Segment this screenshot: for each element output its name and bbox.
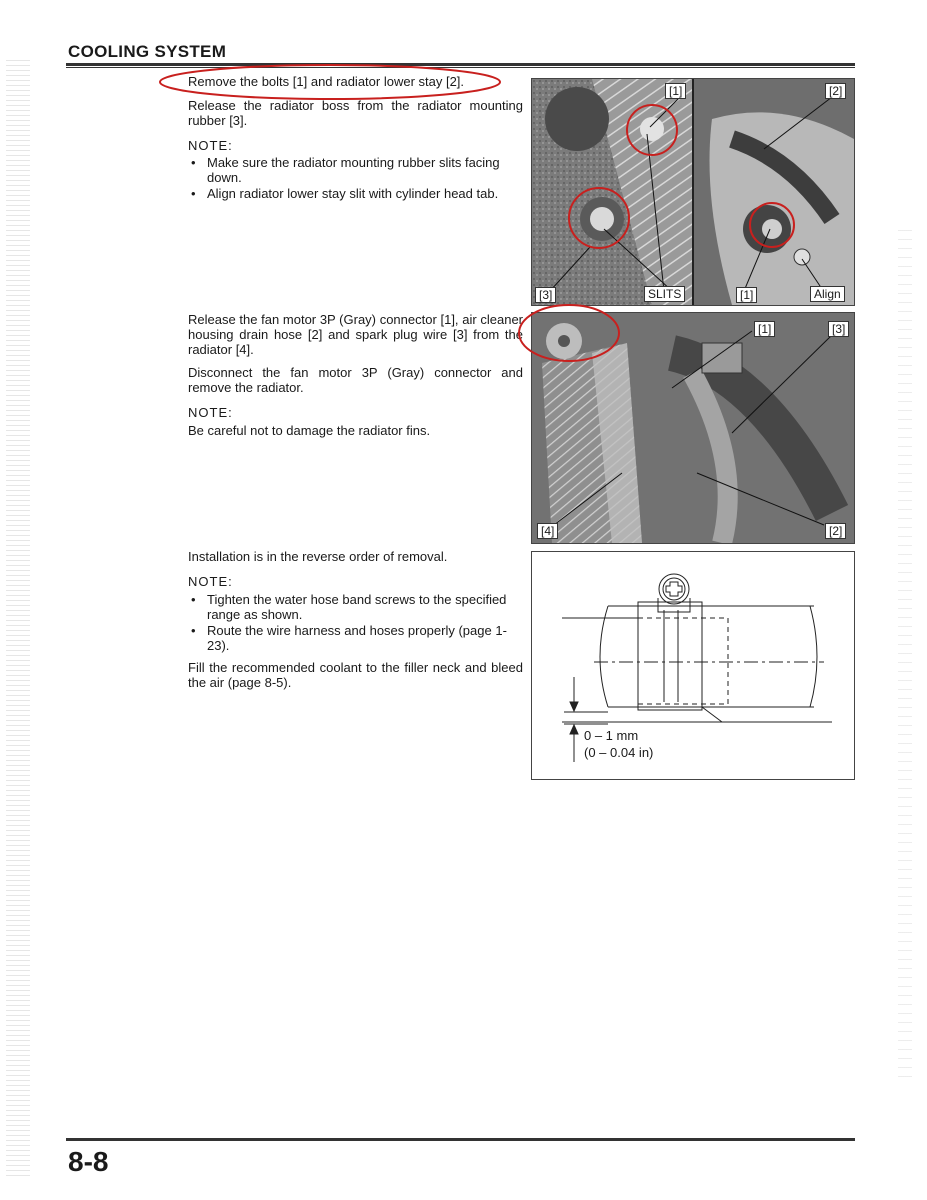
step1-callout-3: [3] — [535, 287, 556, 303]
step1-note-label: NOTE: — [188, 138, 233, 153]
scan-edge-left — [6, 60, 30, 1180]
step1-instruction-1: Remove the bolts [1] and radiator lower stay [2]. — [188, 74, 465, 89]
step1-instruction-2: Release the radiator boss from the radiator mounting rubber [3]. — [188, 98, 523, 128]
step3-note-list — [188, 592, 523, 654]
step2-callout-3: [3] — [828, 321, 849, 337]
step2-callout-1: [1] — [754, 321, 775, 337]
step1-callout-2: [2] — [825, 83, 846, 99]
step3-note-item: • Tighten the water hose band screws to the specified range as shown. — [188, 592, 523, 622]
dimension-mm: 0 – 1 mm — [584, 728, 639, 743]
step2-instruction-2: Disconnect the fan motor 3P (Gray) connector and remove the radiator. — [188, 365, 523, 395]
scan-edge-right — [898, 230, 912, 1080]
step2-callout-2: [2] — [825, 523, 846, 539]
red-annotation-circle-2 — [515, 298, 625, 368]
step2-callout-4: [4] — [537, 523, 558, 539]
step1-note-item: • Align radiator lower stay slit with cylinder head tab. — [188, 186, 523, 201]
dimension-in: (0 – 0.04 in) — [584, 745, 654, 760]
page-number: 8-8 — [68, 1146, 109, 1177]
footer-rule — [66, 1138, 855, 1141]
step3-instruction-2: Fill the recommended coolant to the filler neck and bleed the air (page 8-5). — [188, 660, 523, 690]
step1-note-list — [188, 155, 523, 202]
step1-callout-4: [1] — [736, 287, 757, 303]
step2-note-label: NOTE: — [188, 405, 233, 420]
hose-band-diagram — [531, 551, 855, 780]
section-title: COOLING SYSTEM — [68, 42, 227, 61]
step1-callout-align: Align — [810, 286, 845, 302]
red-annotation-circles-1 — [531, 78, 853, 304]
step2-note: Be careful not to damage the radiator fins. — [188, 423, 431, 438]
step1-callout-slits: SLITS — [644, 286, 685, 302]
step3-note-label: NOTE: — [188, 574, 233, 589]
step2-instruction-1: Release the fan motor 3P (Gray) connector [1], air cleaner housing drain hose [2] and spark plug wire [3] from the radiator [4]. — [188, 312, 523, 357]
red-annotation-ellipse-1 — [155, 60, 507, 106]
step1-callout-1: [1] — [665, 83, 686, 99]
step1-note-item: • Make sure the radiator mounting rubber slits facing down. — [188, 155, 523, 185]
step3-instruction-1: Installation is in the reverse order of removal. — [188, 549, 448, 564]
step3-note-item: • Route the wire harness and hoses properly (page 1-23). — [188, 623, 523, 653]
